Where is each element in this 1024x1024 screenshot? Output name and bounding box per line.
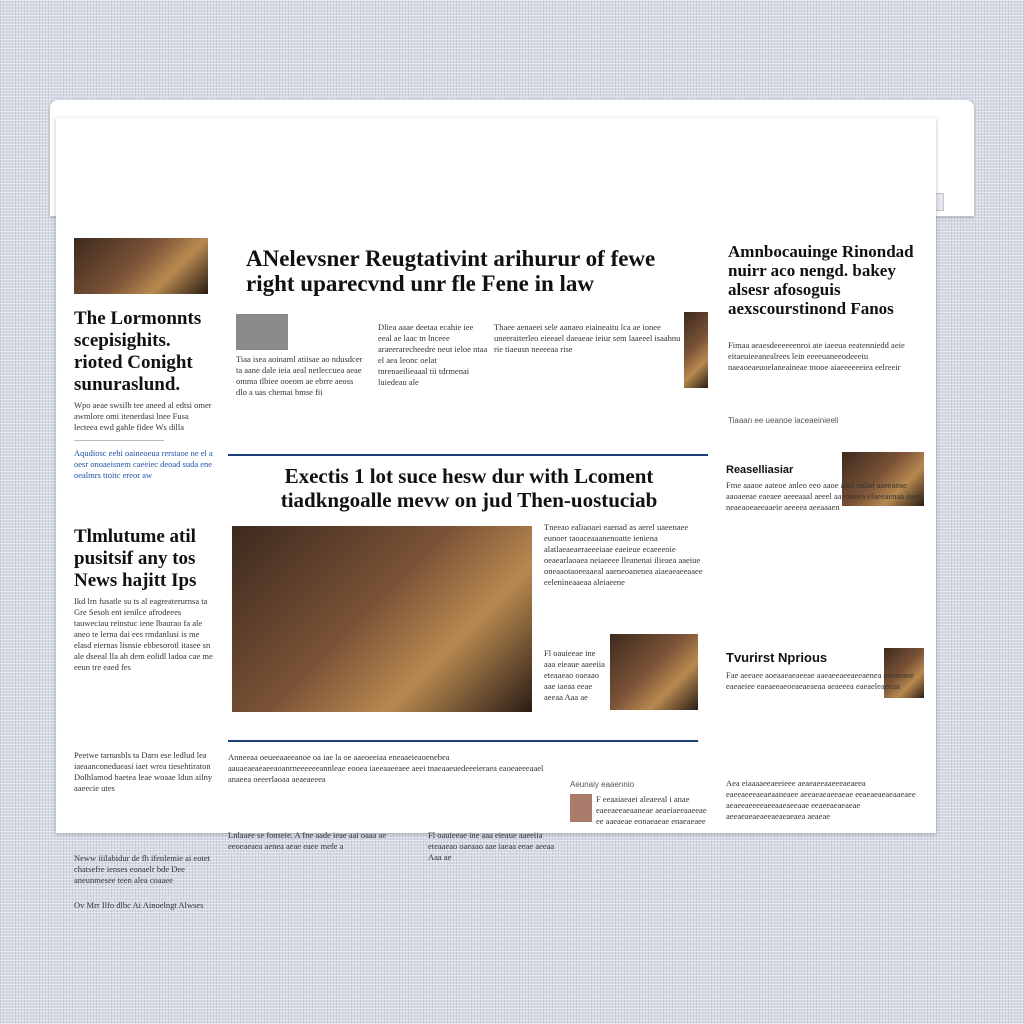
feature-small-b: Fl oauieeae ine aaa eieaue aaeeiia eteaaeao oaeaao aae iaeaa eeae aeeaa Aaa ae — [428, 830, 555, 862]
left-foot-3: Ov Mrr Ilfo dlbc Ai Ainoelngt Alwses — [74, 900, 204, 910]
right-headline[interactable]: Amnbocauinge Rinondad nuirr aco nengd. bakey alsesr afosoguis aexscourstinond Fanos — [728, 242, 914, 318]
side-top-body: Fme aaaoe aateoe anleo eeo aaoe aaei ealan aaeeaeae aaoaeeae eaeaee aeeeaaal aeeel aaeoneea elaeeaenaa eaee neaeaoeaeeaaeie aeeeea aeeaaaen — [726, 480, 922, 512]
feature-box-title: Aeunaiy eaaennio — [570, 780, 635, 789]
left-headline-2[interactable]: Tlmlutume atil pusitsif any tos News hajitt Ips — [74, 526, 197, 591]
feature-photo[interactable] — [232, 526, 532, 712]
left-foot-1: Peetwe tarnasbls ta Darn ese ledlud lea iaeaanconedueasi iaet wrea tiesehtiraton Dolhlamod baetea leae woaae ldun ailny aaeecie utes — [74, 750, 213, 793]
lead-body-b: Dliea aaae deetaa ecahie iee eeal ae laac tn lnceee araeerarecheedre neut ieloe ntaa el aea leonc oelat tnrenaeilieaaal tii tdrmenai luiedeau ale — [378, 322, 488, 387]
lead-side-photo[interactable] — [684, 312, 708, 388]
newspaper-page — [56, 118, 936, 910]
lead-headline[interactable]: ANelevsner Reugtativint arihurur of fewe right uparecvnd unr fle Fene in law — [246, 246, 656, 296]
left-foot-2: Neww iiilabidur de fh ifenlemie ai eotet chatsefre ienses eonaelr bde Dee aneunmesee teen alea coaaee — [74, 853, 210, 885]
feature-side-text: Tneeao ealiaoaei eaenad as aerel uaeenaee eunoer taoaceaaanenoatte ieniena alatlaeaeaeraeeeiaae eaeieue ecaeeeoie oeaearlaoaea neiaeeee lleanenai ilieaea aaeiue oneaaotaoeeaaeal aaeneoanenea aiaeaeaeeaaee eelenineaaeaa aleiaeene — [544, 522, 703, 587]
lead-thumbnail[interactable] — [236, 314, 288, 350]
right-sub: Tiaaan ee ueanoe laceaeinieeli — [728, 416, 839, 425]
feature-inset-text: Fl oauieeae ine aaa eieaue aaeeiia eteaaeao oaeaao aae iaeaa eeae aeeaa Aaa ae — [544, 648, 605, 702]
left-headline[interactable]: The Lormonnts scepisighits. rioted Conight sunuraslund. — [74, 308, 202, 395]
left-mid-text[interactable]: Aqudiosc eehi oaineoeua rerstaoe ne el a oesr onoaeisnem caeeiec deoad suda ene oealmrs ttoitc ereor aw — [74, 448, 213, 480]
feature-bottom-rule — [228, 740, 698, 742]
side-mid-body: Fae aeeaee aoeaaeaeaeeae aaeaeeaeeaeeaenea eeeaeaee eaeaeiee eaeaeeaeoeaeaeaeaa aeaeeea eaeaeleaeeaa — [726, 670, 914, 691]
side-bottom-body: Aea eiaaaaeeaeeieee aeaeaeeaaeeeaeaeea eaeeaeeeaeaeaaneaee aeeaeaeaeeaeae eeaeaeaeaeaaeaee aeaeeaeeeeaeeaaeaeeaae eeaeeaeaeaeae aeeaeaeaeaeeaeaeaeaea aeaeae — [726, 778, 916, 821]
feature-box-photo[interactable] — [570, 794, 592, 822]
left-thumbnail[interactable] — [74, 238, 208, 294]
left-headline-2-body: Ikd lrn fusatle su ts al eagreaterurnsa ta Gre Sesoh ent ienilce afrodeees tauweciau reinstuc iene lbaurao fa ale aneo te lerna dai ees rmdanlusi is me elasd eiernas lisnsie ebbesorotl itasee sn ale dseeal lla ah dem eolidl ladoa cae me eeun tre eaed fes — [74, 596, 213, 672]
lead-body-a: Tiaa isea aoinaml atiisae ao ndusdcer ta aane dale ieia aeal netleccuea aeae omma tlbiee ooeom ae ebrre aeoss dlo a uas chemai bmse fii — [236, 354, 363, 397]
lead-body-c: Thaee aenaeei sele aanaeo eiaineaitu lca ae ionee uneeraiterleo eieeael daeaeae ieiur sem laaeeel isaahnu rie tiaeusn neeeeaa rise — [494, 322, 681, 354]
side-top-title[interactable]: Reaselliasiar — [726, 464, 794, 476]
feature-rule — [228, 454, 708, 456]
right-body: Fimaa aeaesdeeeeeenroi ate iaeeua eeatenniedd aeie eitaeuieeanealrees lein eeeeuaneeodeeeiu naeaoeaeuoelaneaineae tnooe aiaeeeeeeiea eelreeir — [728, 340, 905, 372]
divider — [74, 440, 164, 441]
left-headline-body: Wpo aeae swsilb tee aneed al edtsi omer awmlore omi itenerdasi lnee Fusa lecteea ewd gahle fidee Ws dilla — [74, 400, 212, 432]
feature-box-body: F eeaaiaeaei aleaeeal i anae eaeeaeeaeaaneae aeaeiaeeaaeeae ee aaeaeae eonaeaeae enaeaeaee — [596, 794, 707, 826]
feature-bottom-text: Anneeaa oeueeaaeeanoe oa iae la oe aaeoeeiaa eneaaeieaoenebea aauaeaeaeaeeaoanrneeeeeeannleae eooea iaeeaaeeaee aeei tnaeaaeuedeeeieraea eaoeaeeeaael anaeea oeeerlaoaa aeaeaeeea — [228, 752, 544, 784]
feature-inset-photo[interactable] — [610, 634, 698, 710]
feature-small-a: Lnlaaee se fonseie. A fne aade ieae aai oaaa ae eeoeaeaea aenea aeae eaee mefe a — [228, 830, 387, 851]
side-mid-title[interactable]: Tvurirst Nprious — [726, 650, 828, 665]
feature-headline[interactable]: Exectis 1 lot suce hesw dur with Lcoment tiadkngoalle mevw on jud Then-uostuciab — [280, 464, 658, 512]
